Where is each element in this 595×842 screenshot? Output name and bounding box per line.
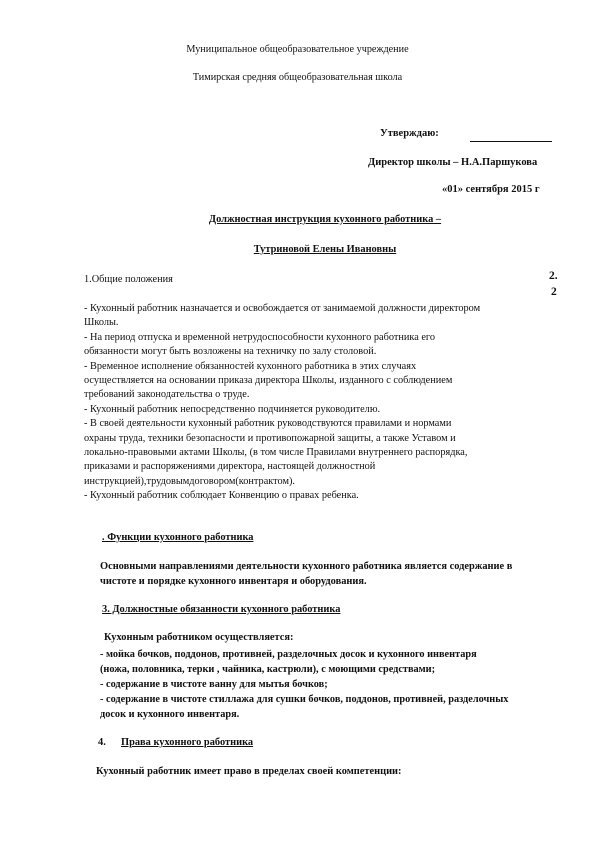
section1-heading: 1.Общие положения (84, 274, 173, 285)
section4-heading: Права кухонного работника (121, 737, 254, 748)
approval-date: «01» сентября 2015 г (442, 184, 540, 195)
section2-line: чистоте и порядке кухонного инвентаря и оборудования. (100, 576, 367, 587)
section3-line: - содержание в чистоте ванну для мытья бочков; (100, 679, 328, 690)
director-name: Директор школы – Н.А.Паршукова (368, 157, 538, 168)
section1-line: требований законодательства о труде. (84, 389, 250, 401)
section1-line: - В своей деятельности кухонный работник руководствуются правилами и нормами (84, 418, 452, 430)
section2-line: Основными направлениями деятельности кухонного работника является содержание в (100, 561, 513, 572)
section1-body (84, 302, 554, 504)
section3-line: досок и кухонного инвентаря. (100, 709, 240, 720)
section4-number: 4. (98, 737, 106, 748)
institution-name: Муниципальное общеобразовательное учреждение (186, 44, 409, 55)
section3-intro: Кухонным работником осуществляется: (104, 632, 294, 643)
section4-intro: Кухонный работник имеет право в пределах своей компетенции: (96, 766, 402, 777)
section1-line: - Кухонный работник соблюдает Конвенцию о правах ребенка. (84, 490, 359, 502)
section2-heading: . Функции кухонного работника (102, 532, 254, 543)
section1-line: - Кухонный работник непосредственно подчиняется руководителю. (84, 403, 381, 415)
document-title: Должностная инструкция кухонного работника – (208, 214, 442, 225)
section1-line: - На период отпуска и временной нетрудоспособности кухонного работника его (84, 331, 436, 343)
section1-line: Школы. (84, 317, 119, 329)
approve-label: Утверждаю: (380, 128, 439, 139)
section3-line: - содержание в чистоте стиллажа для сушки бочков, поддонов, противней, разделочных (100, 694, 509, 705)
section1-line: осуществляется на основании приказа директора Школы, изданного с соблюдением (84, 375, 453, 387)
signature-line (470, 141, 552, 142)
section3-line: (ножа, половника, терки , чайника, кастрюли), с моющими средствами; (100, 664, 436, 675)
page-marker-1: 2. (549, 270, 558, 282)
section3-line: - мойка бочков, поддонов, противней, разделочных досок и кухонного инвентаря (100, 649, 477, 660)
page-marker-2: 2 (551, 286, 557, 298)
section3-heading: 3. Должностные обязанности кухонного работника (102, 604, 341, 615)
section1-line: инструкцией),трудовымдоговором(контрактом). (84, 475, 295, 487)
section1-line: локально-правовыми актами Школы, (в том числе Правилами внутреннего распорядка, (84, 447, 468, 459)
section1-line: - Временное исполнение обязанностей кухонного работника в этих случаях (84, 360, 417, 372)
employee-name: Тутриновой Елены Ивановны (253, 244, 397, 255)
section1-line: обязанности могут быть возложены на техничку по залу столовой. (84, 346, 377, 358)
section1-line: - Кухонный работник назначается и освобождается от занимаемой должности директором (84, 303, 481, 314)
section1-line: приказами и распоряжениями директора, настоящей должностной (84, 461, 376, 473)
school-name: Тимирская средняя общеобразовательная школа (192, 72, 403, 83)
section1-line: охраны труда, техники безопасности и противопожарной защиты, а также Уставом и (84, 432, 456, 444)
section3-list (100, 647, 570, 722)
